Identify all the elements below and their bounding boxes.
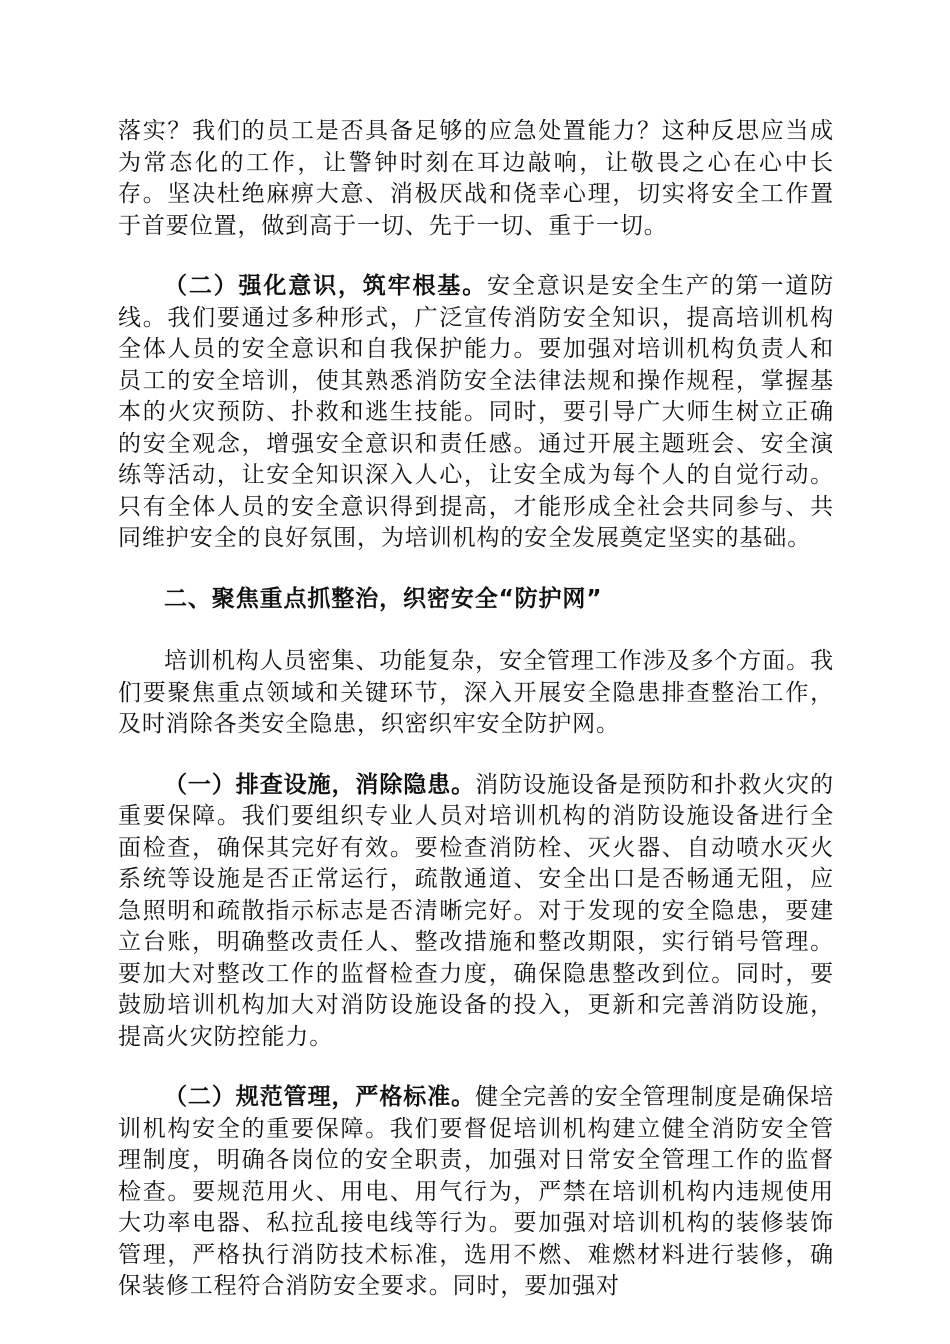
paragraph-text: 健全完善的安全管理制度是确保培训机构安全的重要保障。我们要督促培训机构建立健全消防安全管理制度，明确各岗位的安全职责，加强对日常安全管理工作的监督检查。要规范用火、用电、用气行为，严禁在培训机构内违规使用大功率电器、私拉乱接电线等行为。要加强对培训机构的装修装饰管理，严格执行消防技术标准，选用不燃、难燃材料进行装修，确保装修工程符合消防安全要求。同时，要加强对 <box>118 1084 835 1299</box>
paragraph-lead: （一）排查设施，消除隐患。 <box>164 771 476 798</box>
paragraph-text: 消防设施设备是预防和扑救火灾的重要保障。我们要组织专业人员对培训机构的消防设施设备进行全面检查，确保其完好有效。要检查消防栓、灭火器、自动喷水灭火系统等设施是否正常运行，疏散通道、安全出口是否畅通无阻，应急照明和疏散指示标志是否清晰完好。对于发现的安全隐患，要建立台账，明确整改责任人、整改措施和整改期限，实行销号管理。要加大对整改工作的监督检查力度，确保隐患整改到位。同时，要鼓励培训机构加大对消防设施设备的投入，更新和完善消防设施，提高火灾防控能力。 <box>118 771 835 1050</box>
paragraph-lead: （二）强化意识，筑牢根基。 <box>164 273 488 299</box>
paragraph-continuation <box>118 116 834 242</box>
paragraph-text: 培训机构人员密集、功能复杂，安全管理工作涉及多个方面。我们要聚焦重点领域和关键环节，深入开展安全隐患排查整治工作，及时消除各类安全隐患，织密织牢安全防护网。 <box>118 648 834 737</box>
paragraph-section-intro <box>118 646 834 741</box>
paragraph-lead: （二）规范管理，严格标准。 <box>164 1084 476 1110</box>
paragraph-strengthen-awareness <box>118 271 834 555</box>
paragraph-standardize-management <box>118 1082 834 1303</box>
document-page <box>118 116 834 1332</box>
section-heading: 二、聚焦重点抓整治，织密安全“防护网” <box>164 585 603 612</box>
paragraph-text: 安全意识是安全生产的第一道防线。我们要通过多种形式，广泛宣传消防安全知识，提高培训机构全体人员的安全意识和自我保护能力。要加强对培训机构负责人和员工的安全培训，使其熟悉消防安全法律法规和操作规程，掌握基本的火灾预防、扑救和逃生技能。同时，要引导广大师生树立正确的安全观念，增强安全意识和责任感。通过开展主题班会、安全演练等活动，让安全知识深入人心，让安全成为每个人的自觉行动。只有全体人员的安全意识得到提高，才能形成全社会共同参与、共同维护安全的良好氛围，为培训机构的安全发展奠定坚实的基础。 <box>118 273 834 551</box>
paragraph-inspect-facilities <box>118 770 834 1054</box>
paragraph-text: 落实？我们的员工是否具备足够的应急处置能力？这种反思应当成为常态化的工作，让警钟时刻在耳边敲响，让敬畏之心在心中长存。坚决杜绝麻痹大意、消极厌战和侥幸心理，切实将安全工作置于首要位置，做到高于一切、先于一切、重于一切。 <box>118 118 834 239</box>
